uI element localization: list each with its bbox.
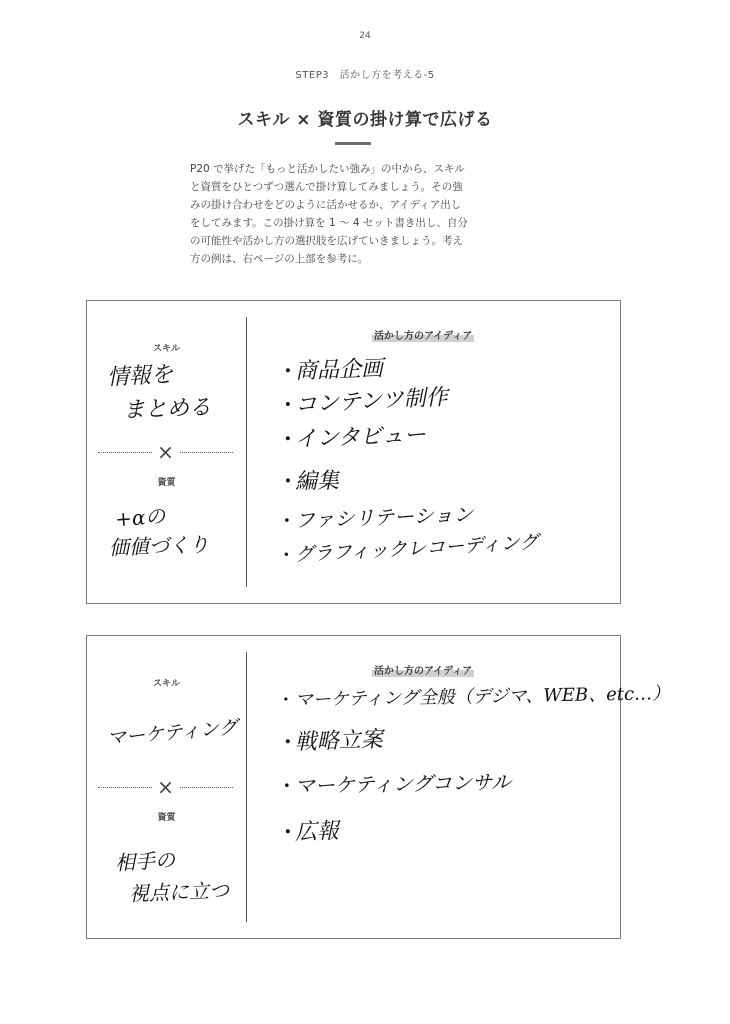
times-separator: [98, 775, 233, 799]
times-symbol: ×: [157, 440, 174, 464]
bullet: ・: [276, 730, 300, 756]
idea-text: 広報: [294, 818, 340, 846]
ideas-list: [276, 683, 671, 856]
times-symbol: ×: [157, 775, 174, 799]
trait-handwriting: [115, 844, 229, 908]
idea-text: 商品企画: [294, 356, 384, 385]
ideas-heading: 活かし方のアイディア: [372, 327, 474, 342]
trait-line: 相手の: [114, 847, 176, 875]
skill-handwriting: [107, 359, 211, 427]
skill-line: マーケティング: [106, 716, 239, 750]
trait-label: 資質: [157, 478, 176, 488]
trait-line: 視点に立つ: [128, 878, 230, 906]
worksheet-card-1: [86, 300, 621, 604]
trait-label: 資質: [157, 813, 176, 823]
intro-line: と資質をひとつずつ選んで掛け算してみましょう。その強: [190, 181, 463, 193]
idea-text: マーケティング全般（デジマ、WEB、etc…）: [294, 683, 671, 711]
bullet: ・: [276, 773, 298, 798]
bullet: ・: [276, 469, 300, 495]
bullet: ・: [276, 392, 300, 419]
title-underline: [335, 142, 371, 145]
skill-handwriting: [107, 718, 238, 748]
skill-line: 情報を: [106, 362, 174, 391]
bullet: ・: [276, 427, 300, 453]
dotted-line: [98, 787, 152, 788]
idea-text: マーケティングコンサル: [294, 769, 512, 798]
dotted-line: [98, 452, 152, 453]
card-divider: [246, 652, 247, 922]
bullet: ・: [276, 689, 296, 711]
times-separator: [98, 440, 233, 464]
dotted-line: [180, 787, 234, 788]
idea-item: [276, 414, 539, 465]
trait-handwriting: [108, 501, 210, 561]
ideas-list: [277, 355, 539, 575]
idea-text: グラフィックレコーディング: [294, 531, 539, 567]
intro-line: をしてみます。この掛け算を 1 ～ 4 セット書き出し、自分: [190, 217, 468, 229]
intro-text: [190, 160, 522, 268]
bullet: ・: [276, 544, 297, 567]
card-divider: [246, 317, 247, 587]
skill-line: まとめる: [122, 395, 212, 424]
step-label: STEP3 活かし方を考える-5: [295, 70, 435, 81]
worksheet-card-2: [86, 635, 671, 939]
skill-label: スキル: [153, 344, 180, 354]
skill-label: スキル: [153, 679, 180, 689]
page-title: スキル × 資質の掛け算で広げる: [237, 110, 493, 130]
intro-line: P20 で挙げた「もっと活かしたい強み」の中から、スキル: [190, 163, 465, 175]
trait-line: 価値づくり: [108, 532, 210, 560]
bullet: ・: [276, 359, 300, 385]
bullet: ・: [276, 820, 300, 846]
idea-text: インタビュー: [294, 422, 427, 453]
intro-line: の可能性や活かし方の選択肢を広げていきましょう。考え: [190, 235, 463, 247]
trait-line: +αの: [114, 503, 167, 532]
intro-line: 方の例は、右ページの上部を参考に。: [190, 253, 369, 265]
idea-text: ファシリテーション: [294, 502, 474, 533]
idea-text: 戦略立案: [294, 727, 384, 756]
page-number: 24: [359, 31, 371, 41]
bullet: ・: [276, 508, 298, 533]
intro-line: みの掛け合わせをどのように活かせるか、アイディア出し: [190, 199, 462, 211]
ideas-heading: 活かし方のアイディア: [372, 662, 474, 677]
dotted-line: [180, 452, 234, 453]
idea-text: コンテンツ制作: [294, 385, 449, 419]
idea-text: 編集: [294, 468, 340, 495]
